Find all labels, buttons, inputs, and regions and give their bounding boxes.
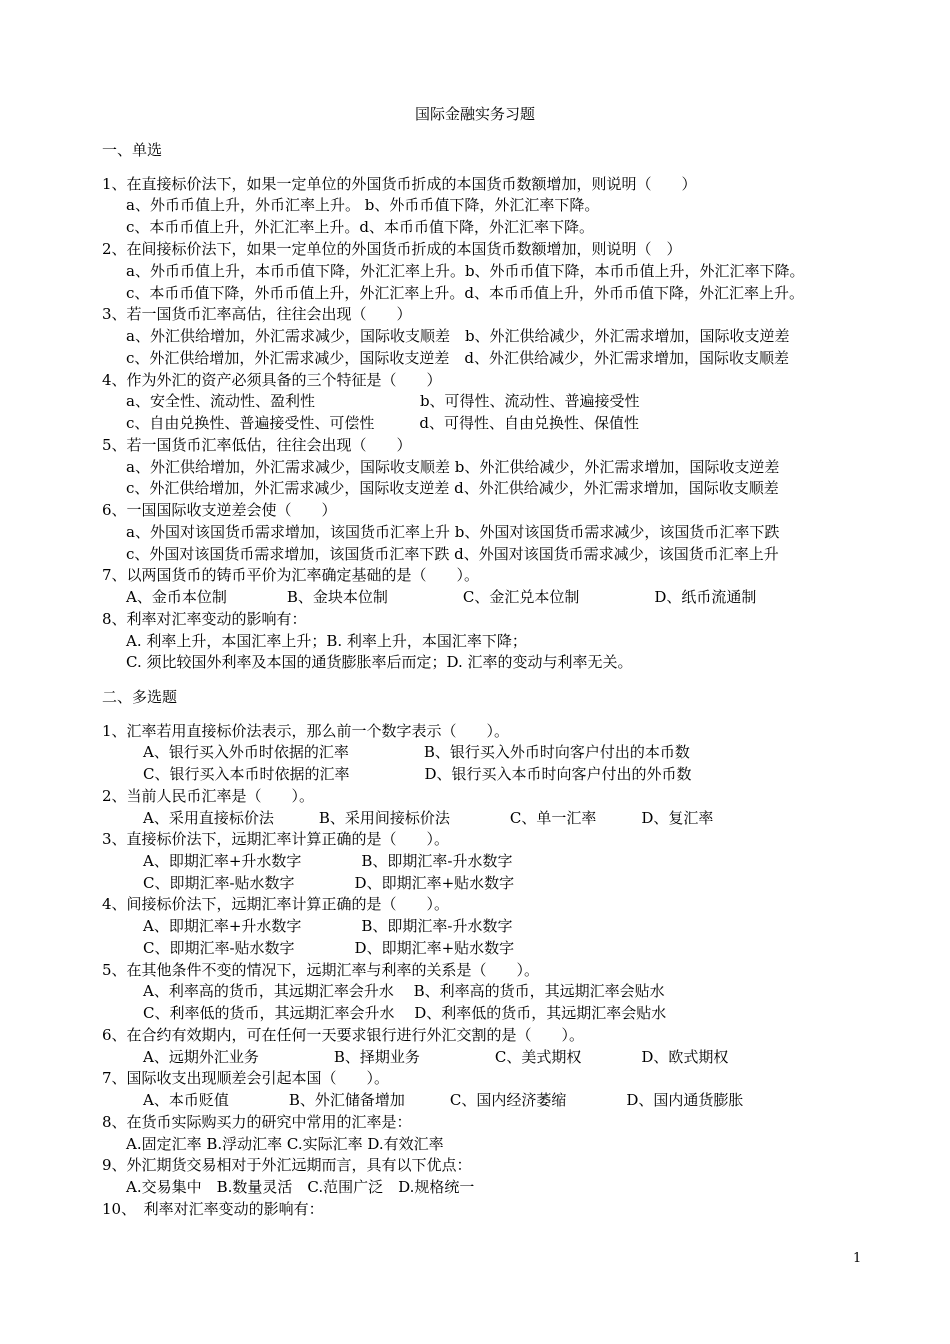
option-line: a、外汇供给增加，外汇需求减少，国际收支顺差 b、外汇供给减少，外汇需求增加，国际收支逆差 [126, 327, 790, 345]
question-line: 6、一国国际收支逆差会使（ ） [102, 501, 337, 519]
option-line: c、外汇供给增加，外汇需求减少，国际收支逆差 d、外汇供给减少，外汇需求增加，国际收支顺差 [126, 479, 779, 497]
question-line: 9、外汇期货交易相对于外汇远期而言，具有以下优点： [102, 1156, 472, 1174]
option-line: C、利率低的货币，其远期汇率会升水 D、利率低的货币，其远期汇率会贴水 [143, 1004, 667, 1022]
option-line: A、本币贬值 B、外汇储备增加 C、国内经济萎缩 D、国内通货膨胀 [143, 1091, 744, 1109]
question-line: 2、当前人民币汇率是（ ）。 [102, 787, 315, 805]
option-line: a、外国对该国货币需求增加，该国货币汇率上升 b、外国对该国货币需求减少，该国货币汇率下跌 [126, 523, 780, 541]
option-line: C. 须比较国外利率及本国的通货膨胀率后而定；D. 汇率的变动与利率无关。 [126, 653, 633, 671]
question-line: 10、 利率对汇率变动的影响有： [102, 1200, 324, 1218]
option-line: A.固定汇率 B.浮动汇率 C.实际汇率 D.有效汇率 [126, 1135, 444, 1153]
question-line: 5、若一国货币汇率低估，往往会出现（ ） [102, 436, 412, 454]
option-line: A、利率高的货币，其远期汇率会升水 B、利率高的货币，其远期汇率会贴水 [143, 982, 665, 1000]
section-heading-single-choice: 一、单选 [102, 141, 163, 159]
question-line: 4、作为外汇的资产必须具备的三个特征是（ ） [102, 371, 442, 389]
option-line: c、外国对该国货币需求增加，该国货币汇率下跌 d、外国对该国货币需求减少，该国货币汇率上升 [126, 545, 779, 563]
option-line: a、安全性、流动性、盈利性 b、可得性、流动性、普遍接受性 [126, 392, 640, 410]
question-line: 6、在合约有效期内，可在任何一天要求银行进行外汇交割的是（ ）。 [102, 1026, 585, 1044]
option-line: A、采用直接标价法 B、采用间接标价法 C、单一汇率 D、复汇率 [143, 809, 714, 827]
question-line: 5、在其他条件不变的情况下，远期汇率与利率的关系是（ ）。 [102, 961, 540, 979]
option-line: a、外汇供给增加，外汇需求减少，国际收支顺差 b、外汇供给减少，外汇需求增加，国际收支逆差 [126, 458, 780, 476]
section-heading-multiple-choice: 二、多选题 [102, 688, 178, 706]
option-line: c、本币币值下降，外币币值上升，外汇汇率上升。d、本币币值上升，外币币值下降，外汇汇率上升。 [126, 284, 805, 302]
option-line: A、远期外汇业务 B、择期业务 C、美式期权 D、欧式期权 [143, 1048, 729, 1066]
option-line: A、金币本位制 B、金块本位制 C、金汇兑本位制 D、纸币流通制 [126, 588, 757, 606]
question-line: 4、间接标价法下，远期汇率计算正确的是（ ）。 [102, 895, 450, 913]
option-line: A.交易集中 B.数量灵活 C.范围广泛 D.规格统一 [126, 1178, 475, 1196]
option-line: a、外币币值上升，外币汇率上升。 b、外币币值下降，外汇汇率下降。 [126, 196, 600, 214]
question-line: 7、国际收支出现顺差会引起本国（ ）。 [102, 1069, 390, 1087]
question-line: 7、以两国货币的铸币平价为汇率确定基础的是（ ）。 [102, 566, 480, 584]
option-line: C、银行买入本币时依据的汇率 D、银行买入本币时向客户付出的外币数 [143, 765, 692, 783]
question-line: 1、在直接标价法下，如果一定单位的外国货币折成的本国货币数额增加，则说明（ ） [102, 175, 697, 193]
option-line: A、即期汇率+升水数字 B、即期汇率-升水数字 [143, 917, 513, 935]
question-line: 1、汇率若用直接标价法表示，那么前一个数字表示（ ）。 [102, 722, 510, 740]
option-line: A、即期汇率+升水数字 B、即期汇率-升水数字 [143, 852, 513, 870]
question-line: 8、利率对汇率变动的影响有： [102, 610, 307, 628]
question-line: 3、直接标价法下，远期汇率计算正确的是（ ）。 [102, 830, 450, 848]
option-line: c、自由兑换性、普遍接受性、可偿性 d、可得性、自由兑换性、保值性 [126, 414, 640, 432]
question-line: 8、在货币实际购买力的研究中常用的汇率是： [102, 1113, 412, 1131]
question-line: 2、在间接标价法下，如果一定单位的外国货币折成的本国货币数额增加，则说明（ ） [102, 240, 682, 258]
page-number: 1 [853, 1251, 862, 1266]
question-line: 3、若一国货币汇率高估，往往会出现（ ） [102, 305, 412, 323]
option-line: c、本币币值上升，外汇汇率上升。d、本币币值下降，外汇汇率下降。 [126, 218, 595, 236]
option-line: A. 利率上升，本国汇率上升；B. 利率上升，本国汇率下降； [126, 632, 527, 650]
option-line: C、即期汇率-贴水数字 D、即期汇率+贴水数字 [143, 874, 515, 892]
option-line: a、外币币值上升，本币币值下降，外汇汇率上升。b、外币币值下降，本币币值上升，外汇汇率下降。 [126, 262, 805, 280]
option-line: C、即期汇率-贴水数字 D、即期汇率+贴水数字 [143, 939, 515, 957]
page-title: 国际金融实务习题 [414, 105, 535, 123]
option-line: c、外汇供给增加，外汇需求减少，国际收支逆差 d、外汇供给减少，外汇需求增加，国际收支顺差 [126, 349, 790, 367]
option-line: A、银行买入外币时依据的汇率 B、银行买入外币时向客户付出的本币数 [143, 743, 690, 761]
